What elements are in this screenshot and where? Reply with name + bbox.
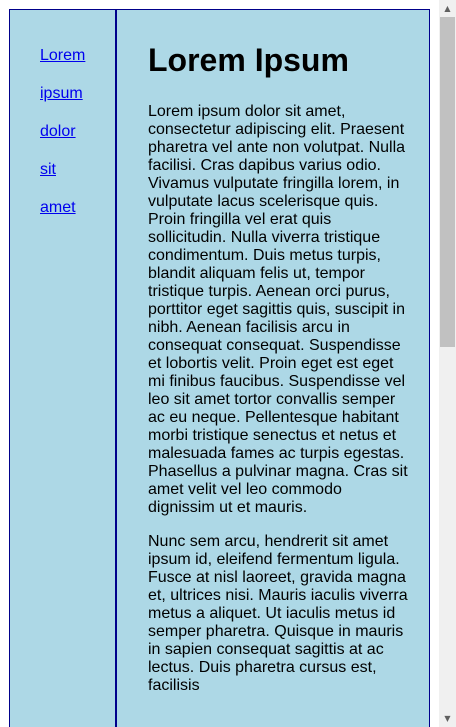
nav-item-ipsum [40, 85, 85, 123]
sidebar-nav [10, 10, 117, 727]
nav-link-sit[interactable]: sit [40, 161, 56, 178]
nav-item-sit [40, 161, 85, 199]
nav-link-ipsum[interactable]: ipsum [40, 85, 83, 102]
nav-link-lorem[interactable]: Lorem [40, 47, 86, 64]
page-container [9, 9, 430, 727]
body-paragraph-1: Lorem ipsum dolor sit amet, consectetur adipiscing elit. Praesent pharetra vel ante non volutpat. Nulla facilisi. Cras dapibus varius odio. Vivamus vulputate fringilla lorem, in vulputate lacus scelerisque quis. Proin fringilla vel erat quis sollicitudin. Nulla viverra tristique condimentum. Duis metus turpis, blandit aliquam felis ut, tempor tristique turpis. Aenean orci purus, porttitor eget sagittis quis, suscipit in nibh. Aenean facilisis arcu in consequat consequat. Suspendisse et lobortis velit. Proin eget est eget mi finibus faucibus. Suspendisse vel leo sit amet tortor convallis semper ac eu neque. Pellentesque habitant morbi tristique senectus et netus et malesuada fames ac turpis egestas. Phasellus a pulvinar magna. Cras sit amet velit vel leo commodo dignissim ut et mauris. [148, 103, 408, 516]
scroll-up-icon[interactable]: ▲ [444, 4, 451, 13]
scroll-thumb[interactable] [440, 17, 455, 347]
nav-item-dolor [40, 123, 85, 161]
nav-link-dolor[interactable]: dolor [40, 123, 76, 140]
nav-item-amet [40, 199, 85, 237]
scroll-down-icon[interactable]: ▼ [444, 714, 451, 723]
nav-item-lorem [40, 47, 85, 85]
main-content [148, 10, 410, 695]
nav-link-amet[interactable]: amet [40, 199, 76, 216]
nav-list [40, 47, 85, 237]
vertical-scrollbar[interactable] [439, 0, 456, 727]
page-title: Lorem Ipsum [148, 42, 349, 78]
body-paragraph-2: Nunc sem arcu, hendrerit sit amet ipsum id, eleifend fermentum ligula. Fusce at nisl laoreet, gravida magna et, ultrices nisi. Mauris iaculis viverra metus a aliquet. Ut iaculis metus id semper pharetra. Quisque in mauris in sapien consequat sagittis at ac lectus. Duis pharetra cursus est, facilisis [148, 533, 408, 694]
